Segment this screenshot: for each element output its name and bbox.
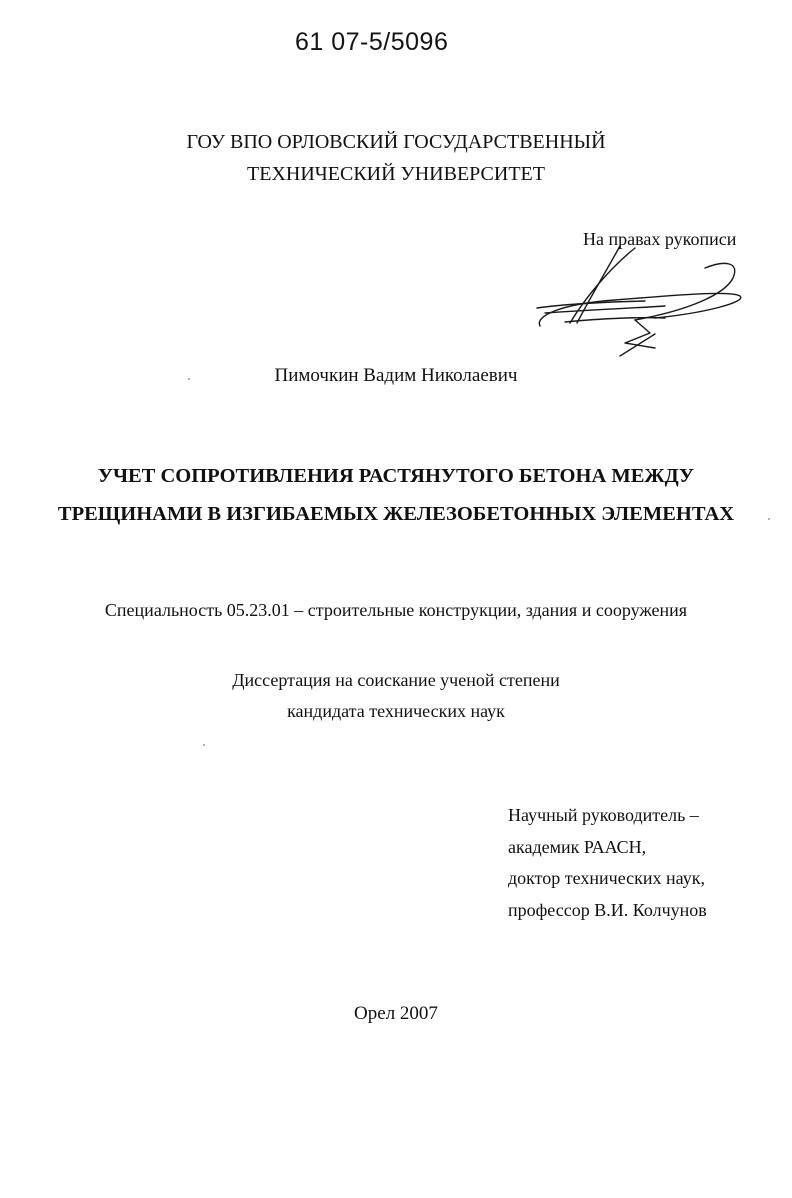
advisor-line-3: доктор технических наук,	[508, 868, 705, 888]
advisor-line-2: академик РААСН,	[508, 836, 647, 857]
author-name: Пимочкин Вадим Николаевич	[274, 365, 518, 386]
city-year: Орел 2007	[354, 1003, 438, 1024]
manuscript-rights-note: На правах рукописи	[583, 229, 737, 249]
dissertation-title	[0, 457, 792, 533]
advisor-line-1: Научный руководитель –	[508, 805, 699, 825]
institution-line-1: ГОУ ВПО ОРЛОВСКИЙ ГОСУДАРСТВЕННЫЙ	[186, 131, 606, 153]
scientific-advisor	[508, 800, 707, 926]
scan-speck	[203, 744, 205, 746]
signature-stroke-1	[570, 248, 635, 323]
degree-statement	[0, 665, 792, 727]
archive-stamp-number: 61 07-5/5096	[295, 28, 449, 56]
degree-line-2: кандидата технических наук	[287, 701, 505, 721]
scan-speck	[768, 518, 770, 520]
scan-speck	[188, 378, 190, 380]
signature-stroke-2	[577, 246, 620, 323]
title-line-1: УЧЕТ СОПРОТИВЛЕНИЯ РАСТЯНУТОГО БЕТОНА МЕЖДУ	[97, 465, 695, 487]
institution-name	[0, 126, 792, 190]
handwritten-signature	[525, 238, 760, 368]
degree-line-1: Диссертация на соискание ученой степени	[232, 670, 560, 690]
advisor-line-4: профессор В.И. Колчунов	[508, 899, 707, 920]
signature-stroke-6	[635, 263, 735, 320]
title-line-2: ТРЕЩИНАМИ В ИЗГИБАЕМЫХ ЖЕЛЕЗОБЕТОННЫХ ЭЛЕМЕНТАХ	[57, 503, 735, 525]
signature-stroke-5	[545, 306, 665, 313]
specialty-line: Специальность 05.23.01 – строительные конструкции, здания и сооружения	[104, 600, 688, 620]
institution-line-2: ТЕХНИЧЕСКИЙ УНИВЕРСИТЕТ	[247, 163, 545, 185]
